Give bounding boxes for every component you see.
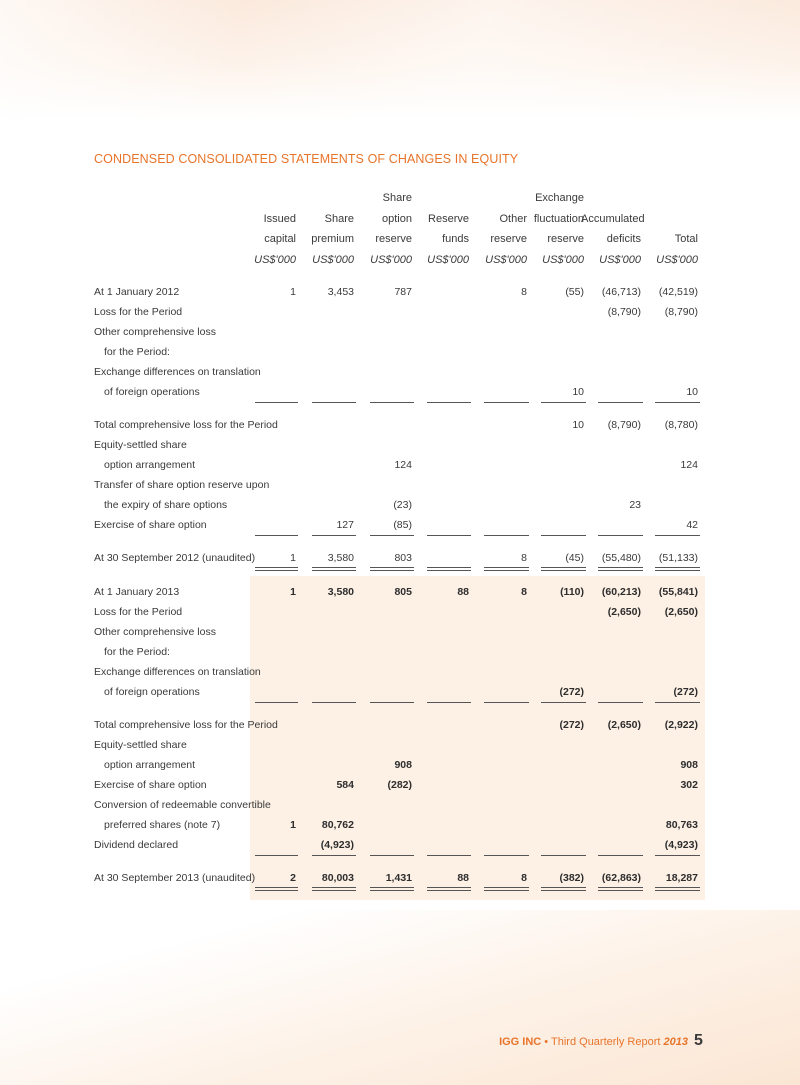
column-header: Other bbox=[499, 213, 527, 225]
column-header: option bbox=[382, 213, 412, 225]
subtotal-rule bbox=[655, 535, 700, 536]
row-value: 42 bbox=[686, 519, 698, 531]
total-rule bbox=[370, 887, 414, 891]
row-value: 8 bbox=[521, 586, 527, 598]
row-label: Loss for the Period bbox=[94, 306, 183, 318]
column-header: Exchange bbox=[535, 192, 584, 204]
row-value: (272) bbox=[559, 719, 584, 731]
row-label: for the Period: bbox=[104, 646, 170, 658]
row-label: Dividend declared bbox=[94, 839, 179, 851]
subtotal-rule bbox=[598, 402, 643, 403]
subtotal-rule bbox=[370, 855, 414, 856]
column-header: Total bbox=[674, 233, 698, 245]
subtotal-rule bbox=[312, 702, 356, 703]
row-value: 805 bbox=[394, 586, 412, 598]
column-header: capital bbox=[264, 233, 296, 245]
subtotal-rule bbox=[541, 402, 586, 403]
total-rule bbox=[427, 887, 471, 891]
row-value: (46,713) bbox=[601, 286, 641, 298]
row-value: (2,650) bbox=[607, 606, 641, 618]
row-value: (55) bbox=[565, 286, 584, 298]
row-value: 124 bbox=[680, 459, 698, 471]
row-value: 10 bbox=[572, 419, 584, 431]
row-value: (45) bbox=[565, 552, 584, 564]
column-unit: US$'000 bbox=[542, 254, 584, 266]
company-name: IGG INC bbox=[499, 1036, 542, 1048]
row-label: Exchange differences on translation bbox=[94, 366, 261, 378]
row-value: 8 bbox=[521, 872, 527, 884]
report-name: Third Quarterly Report bbox=[551, 1036, 661, 1048]
row-value: (8,790) bbox=[607, 419, 641, 431]
subtotal-rule bbox=[598, 855, 643, 856]
row-value: 908 bbox=[394, 759, 412, 771]
column-header: premium bbox=[311, 233, 354, 245]
row-value: 88 bbox=[457, 872, 469, 884]
row-value: (23) bbox=[393, 499, 412, 511]
column-unit: US$'000 bbox=[370, 254, 412, 266]
subtotal-rule bbox=[312, 535, 356, 536]
column-unit: US$'000 bbox=[312, 254, 354, 266]
column-unit: US$'000 bbox=[656, 254, 698, 266]
subtotal-rule bbox=[255, 535, 298, 536]
row-value: (272) bbox=[559, 686, 584, 698]
total-rule bbox=[598, 567, 643, 571]
row-value: 803 bbox=[394, 552, 412, 564]
row-value: 1,431 bbox=[385, 872, 412, 884]
total-rule bbox=[541, 887, 586, 891]
row-value: (42,519) bbox=[658, 286, 698, 298]
page-number: 5 bbox=[694, 1032, 703, 1049]
row-value: (272) bbox=[673, 686, 698, 698]
subtotal-rule bbox=[370, 535, 414, 536]
row-value: (4,923) bbox=[320, 839, 354, 851]
row-value: (110) bbox=[560, 586, 584, 598]
row-label: for the Period: bbox=[104, 346, 170, 358]
subtotal-rule bbox=[541, 535, 586, 536]
row-value: 18,287 bbox=[665, 872, 698, 884]
row-value: 908 bbox=[680, 759, 698, 771]
row-label: the expiry of share options bbox=[104, 499, 228, 511]
row-label: Total comprehensive loss for the Period bbox=[94, 719, 278, 731]
column-header: reserve bbox=[375, 233, 412, 245]
row-value: 88 bbox=[457, 586, 469, 598]
total-rule bbox=[484, 887, 529, 891]
row-label: Transfer of share option reserve upon bbox=[94, 479, 270, 491]
row-label: of foreign operations bbox=[104, 386, 200, 398]
subtotal-rule bbox=[255, 855, 298, 856]
subtotal-rule bbox=[312, 402, 356, 403]
total-rule bbox=[312, 567, 356, 571]
subtotal-rule bbox=[484, 535, 529, 536]
row-label: of foreign operations bbox=[104, 686, 200, 698]
column-header: reserve bbox=[490, 233, 527, 245]
row-label: Exercise of share option bbox=[94, 519, 207, 531]
row-value: 23 bbox=[629, 499, 641, 511]
row-value: (2,650) bbox=[664, 606, 698, 618]
column-header: Share bbox=[382, 192, 412, 204]
row-label: Other comprehensive loss bbox=[94, 326, 216, 338]
row-label: Other comprehensive loss bbox=[94, 626, 216, 638]
total-rule bbox=[655, 567, 700, 571]
row-value: (2,922) bbox=[664, 719, 698, 731]
subtotal-rule bbox=[598, 702, 643, 703]
subtotal-rule bbox=[427, 702, 471, 703]
total-rule bbox=[427, 567, 471, 571]
row-label: At 30 September 2012 (unaudited) bbox=[94, 552, 256, 564]
row-label: Equity-settled share bbox=[94, 439, 187, 451]
row-value: 1 bbox=[290, 552, 296, 564]
subtotal-rule bbox=[312, 855, 356, 856]
row-value: 584 bbox=[336, 779, 354, 791]
total-rule bbox=[312, 887, 356, 891]
column-header: Share bbox=[324, 213, 354, 225]
subtotal-rule bbox=[655, 702, 700, 703]
column-header: Accumulated bbox=[581, 213, 645, 225]
subtotal-rule bbox=[427, 402, 471, 403]
report-year: 2013 bbox=[663, 1036, 688, 1048]
column-header: deficits bbox=[606, 233, 641, 245]
total-rule bbox=[484, 567, 529, 571]
page-title: CONDENSED CONSOLIDATED STATEMENTS OF CHANGES IN EQUITY bbox=[94, 152, 519, 166]
row-value: 10 bbox=[572, 386, 584, 398]
subtotal-rule bbox=[541, 855, 586, 856]
column-unit: US$'000 bbox=[254, 254, 296, 266]
subtotal-rule bbox=[484, 702, 529, 703]
subtotal-rule bbox=[598, 535, 643, 536]
total-rule bbox=[255, 887, 298, 891]
row-label: option arrangement bbox=[104, 459, 196, 471]
row-label: Conversion of redeemable convertible bbox=[94, 799, 271, 811]
row-label: preferred shares (note 7) bbox=[104, 819, 221, 831]
row-label: option arrangement bbox=[104, 759, 196, 771]
total-rule bbox=[541, 567, 586, 571]
column-header: fluctuation bbox=[533, 213, 584, 225]
row-label: Exchange differences on translation bbox=[94, 666, 261, 678]
row-value: (55,480) bbox=[601, 552, 641, 564]
column-unit: US$'000 bbox=[485, 254, 527, 266]
row-value: (4,923) bbox=[664, 839, 698, 851]
row-value: 302 bbox=[680, 779, 698, 791]
total-rule bbox=[598, 887, 643, 891]
row-value: (62,863) bbox=[601, 872, 641, 884]
subtotal-rule bbox=[484, 855, 529, 856]
row-value: (8,790) bbox=[664, 306, 698, 318]
row-value: (60,213) bbox=[601, 586, 641, 598]
2013-section-shading bbox=[250, 576, 705, 900]
header-band bbox=[0, 0, 800, 120]
row-label: At 1 January 2013 bbox=[94, 586, 180, 598]
row-label: Total comprehensive loss for the Period bbox=[94, 419, 278, 431]
report-footer bbox=[499, 1036, 688, 1048]
footer-band bbox=[0, 910, 800, 1085]
row-value: (8,780) bbox=[664, 419, 698, 431]
column-unit: US$'000 bbox=[427, 254, 469, 266]
row-value: 80,762 bbox=[321, 819, 354, 831]
row-value: 1 bbox=[290, 586, 296, 598]
row-label: Loss for the Period bbox=[94, 606, 183, 618]
column-header: reserve bbox=[547, 233, 584, 245]
row-label: Exercise of share option bbox=[94, 779, 207, 791]
row-value: 3,580 bbox=[327, 552, 354, 564]
row-value: 127 bbox=[336, 519, 354, 531]
subtotal-rule bbox=[255, 702, 298, 703]
subtotal-rule bbox=[427, 855, 471, 856]
row-value: (51,133) bbox=[658, 552, 698, 564]
subtotal-rule bbox=[370, 702, 414, 703]
row-value: (55,841) bbox=[658, 586, 698, 598]
row-value: 8 bbox=[521, 286, 527, 298]
column-header: Reserve bbox=[428, 213, 469, 225]
total-rule bbox=[655, 887, 700, 891]
subtotal-rule bbox=[370, 402, 414, 403]
total-rule bbox=[255, 567, 298, 571]
row-label: At 30 September 2013 (unaudited) bbox=[94, 872, 256, 884]
row-value: (8,790) bbox=[607, 306, 641, 318]
row-value: 787 bbox=[394, 286, 412, 298]
subtotal-rule bbox=[655, 402, 700, 403]
row-value: 3,453 bbox=[327, 286, 354, 298]
subtotal-rule bbox=[255, 402, 298, 403]
subtotal-rule bbox=[655, 855, 700, 856]
column-unit: US$'000 bbox=[599, 254, 641, 266]
footer-bullet: • bbox=[544, 1036, 549, 1048]
row-label: Equity-settled share bbox=[94, 739, 187, 751]
row-value: (85) bbox=[393, 519, 412, 531]
subtotal-rule bbox=[427, 535, 471, 536]
total-rule bbox=[370, 567, 414, 571]
row-value: 80,763 bbox=[665, 819, 698, 831]
row-value: (382) bbox=[559, 872, 584, 884]
row-value: 1 bbox=[290, 286, 296, 298]
row-value: (2,650) bbox=[607, 719, 641, 731]
row-value: (282) bbox=[387, 779, 412, 791]
row-value: 8 bbox=[521, 552, 527, 564]
row-value: 10 bbox=[686, 386, 698, 398]
row-value: 3,580 bbox=[327, 586, 354, 598]
subtotal-rule bbox=[541, 702, 586, 703]
row-value: 124 bbox=[394, 459, 412, 471]
column-header: funds bbox=[442, 233, 469, 245]
column-header: Issued bbox=[263, 213, 296, 225]
subtotal-rule bbox=[484, 402, 529, 403]
row-value: 2 bbox=[290, 872, 296, 884]
row-value: 1 bbox=[290, 819, 296, 831]
row-value: 80,003 bbox=[321, 872, 354, 884]
row-label: At 1 January 2012 bbox=[94, 286, 180, 298]
